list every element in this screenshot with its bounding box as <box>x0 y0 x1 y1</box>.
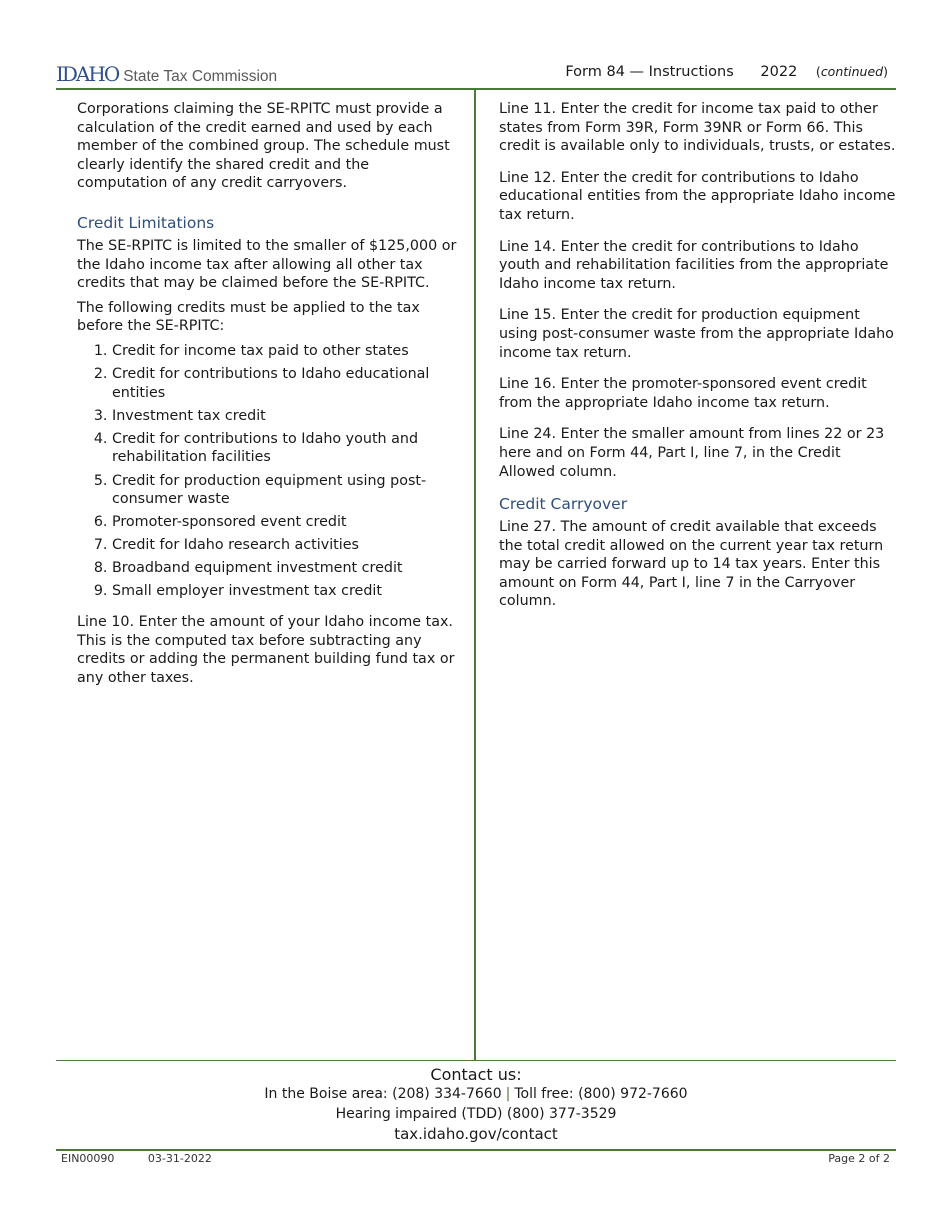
list-item: 5. Credit for production equipment using post-consumer waste <box>112 472 462 509</box>
left-column <box>77 100 462 693</box>
line-14-instruction: Line 14. Enter the credit for contributions to Idaho youth and rehabilitation facilities from the appropriate Idaho income tax return. <box>499 238 889 292</box>
line-11-instruction: Line 11. Enter the credit for income tax paid to other states from Form 39R, Form 39NR or Form 66. This credit is available only to individuals, trusts, or estates. <box>499 101 896 155</box>
logo-wordmark: IDAHO <box>56 62 119 86</box>
form-year: 2022 <box>760 64 798 80</box>
intro-paragraph: Corporations claiming the SE-RPITC must provide a calculation of the credit earned and used by each member of the combined group. The schedule must clearly identify the shared credit and the computation of any credit carryovers. <box>77 101 450 192</box>
form-code: EIN00090 <box>61 1152 115 1165</box>
form-info <box>565 64 888 80</box>
list-item: 8. Broadband equipment investment credit <box>112 559 462 578</box>
column-divider <box>474 89 476 1061</box>
limit-paragraph: The SE-RPITC is limited to the smaller of $125,000 or the Idaho income tax after allowing all other tax credits that may be claimed before the SE-RPITC. <box>77 237 457 292</box>
credit-carryover-heading: Credit Carryover <box>499 495 628 514</box>
list-item: 9. Small employer investment tax credit <box>112 582 462 601</box>
phone-line <box>56 1085 896 1105</box>
idaho-logo <box>56 62 277 86</box>
line-27-instruction: Line 27. The amount of credit available that exceeds the total credit allowed on the current year tax return may be carried forward up to 14 tax years. Enter this amount on Form 44, Part I, line 7 in the Carryover column. <box>499 519 884 610</box>
contact-rule <box>56 1060 896 1061</box>
line-10-instruction: Line 10. Enter the amount of your Idaho income tax. This is the computed tax before subtracting any credits or adding the permanent building fund tax or any other taxes. <box>77 614 455 686</box>
list-item: 4. Credit for contributions to Idaho youth and rehabilitation facilities <box>112 430 462 467</box>
list-item: 6. Promoter-sponsored event credit <box>112 513 462 532</box>
phone-separator: | <box>505 1086 511 1102</box>
footer-rule <box>56 1149 896 1151</box>
tdd-phone: Hearing impaired (TDD) (800) 377-3529 <box>335 1105 617 1122</box>
credit-order-list <box>77 342 462 601</box>
line-15-instruction: Line 15. Enter the credit for production equipment using post-consumer waste from the appropriate Idaho income tax return. <box>499 307 894 361</box>
toll-free-phone: Toll free: (800) 972-7660 <box>514 1086 688 1102</box>
page-header <box>56 58 896 88</box>
line-12-instruction: Line 12. Enter the credit for contributions to Idaho educational entities from the appropriate Idaho income tax return. <box>499 169 896 223</box>
line-24-instruction: Line 24. Enter the smaller amount from lines 22 or 23 here and on Form 44, Part I, line 7, in the Credit Allowed column. <box>499 426 885 480</box>
agency-name: State Tax Commission <box>123 68 278 85</box>
order-paragraph: The following credits must be applied to the tax before the SE-RPITC: <box>77 299 420 335</box>
list-item: 7. Credit for Idaho research activities <box>112 536 462 555</box>
continued-label: (continued) <box>815 64 888 79</box>
page-number: Page 2 of 2 <box>828 1152 890 1165</box>
continued-word: continued <box>820 64 884 79</box>
page-footer <box>61 1152 890 1165</box>
revision-date: 03-31-2022 <box>147 1152 212 1165</box>
list-item: 2. Credit for contributions to Idaho educational entities <box>112 365 462 402</box>
credit-limitations-heading: Credit Limitations <box>77 213 215 232</box>
header-rule <box>56 88 896 90</box>
list-item: 3. Investment tax credit <box>112 407 462 426</box>
form-title: Form 84 — Instructions <box>565 64 734 80</box>
contact-link[interactable]: tax.idaho.gov/contact <box>394 1125 558 1143</box>
right-column <box>499 100 897 624</box>
line-16-instruction: Line 16. Enter the promoter-sponsored event credit from the appropriate Idaho income tax return. <box>499 376 867 411</box>
contact-block <box>56 1064 896 1145</box>
boise-phone: In the Boise area: (208) 334-7660 <box>264 1086 502 1102</box>
contact-title: Contact us: <box>430 1065 522 1084</box>
list-item: 1. Credit for income tax paid to other states <box>112 342 462 361</box>
